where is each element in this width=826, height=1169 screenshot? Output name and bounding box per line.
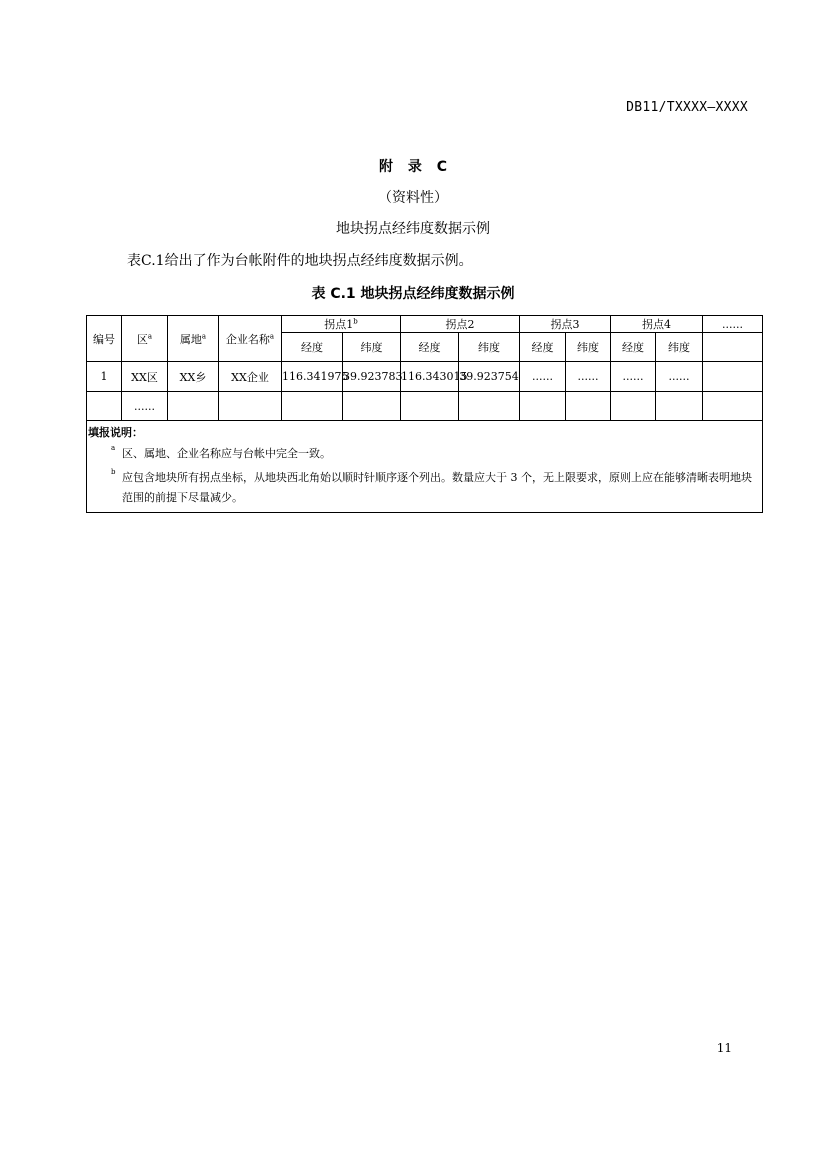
note-b-mark: b (111, 468, 116, 476)
header-p2-lon: 经度 (401, 333, 459, 362)
header-p2-lat: 纬度 (459, 333, 520, 362)
cell-p2-lat: 39.923754 (459, 362, 520, 392)
header-no: 编号 (87, 316, 122, 362)
appendix-heading: 地块拐点经纬度数据示例 (336, 221, 490, 237)
header-point4: 拐点4 (611, 316, 703, 333)
notes-title: 填报说明： (88, 426, 143, 439)
cell-p1-lon: 116.341975 (282, 362, 343, 392)
cell-no: 1 (87, 362, 122, 392)
cell-p3-lat: ...... (566, 362, 611, 392)
document-code: DB11/TXXXX—XXXX (626, 100, 748, 115)
header-township: 属地$^a$ (168, 316, 219, 362)
cell-company: XX企业 (219, 362, 282, 392)
note-a (111, 444, 762, 464)
coordinates-table (86, 315, 763, 513)
table-notes (87, 421, 763, 513)
appendix-type: （资料性） (378, 190, 448, 206)
header-p3-lat: 纬度 (566, 333, 611, 362)
cell-p4-lat: ...... (656, 362, 703, 392)
cell-p1-lat: 39.923783 (343, 362, 401, 392)
cell-district-more: ...... (122, 392, 168, 421)
table-row (87, 392, 763, 421)
header-p1-lat: 纬度 (343, 333, 401, 362)
table-header-row (87, 316, 763, 333)
cell-p2-lon: 116.343015 (401, 362, 459, 392)
table-caption: 表 C.1 地块拐点经纬度数据示例 (311, 286, 515, 302)
cell-more (703, 362, 763, 392)
header-point3: 拐点3 (520, 316, 611, 333)
cell-township: XX乡 (168, 362, 219, 392)
table-row (87, 362, 763, 392)
appendix-title: 附 录 C (378, 159, 448, 175)
header-point1: 拐点1$^b$ (282, 316, 401, 333)
table-notes-row (87, 421, 763, 513)
header-p3-lon: 经度 (520, 333, 566, 362)
header-p4-lon: 经度 (611, 333, 656, 362)
header-company: 企业名称$^a$ (219, 316, 282, 362)
header-point2: 拐点2 (401, 316, 520, 333)
note-a-mark: a (111, 444, 116, 452)
note-b (111, 468, 762, 508)
header-more-blank (703, 333, 763, 362)
cell-p4-lon: ...... (611, 362, 656, 392)
intro-paragraph: 表C.1给出了作为台帐附件的地块拐点经纬度数据示例。 (127, 253, 473, 269)
header-district: 区$^a$ (122, 316, 168, 362)
page-number: 11 (716, 1041, 732, 1055)
header-more: ...... (703, 316, 763, 333)
cell-p3-lon: ...... (520, 362, 566, 392)
cell-district: XX区 (122, 362, 168, 392)
note-a-text: 区、属地、企业名称应与台帐中完全一致。 (122, 447, 331, 460)
note-b-text: 应包含地块所有拐点坐标，从地块西北角始以顺时针顺序逐个列出。数量应大于 3 个，无上限要求，原则上应在能够清晰表明地块范围的前提下尽量减少。 (122, 471, 752, 504)
header-p1-lon: 经度 (282, 333, 343, 362)
header-p4-lat: 纬度 (656, 333, 703, 362)
